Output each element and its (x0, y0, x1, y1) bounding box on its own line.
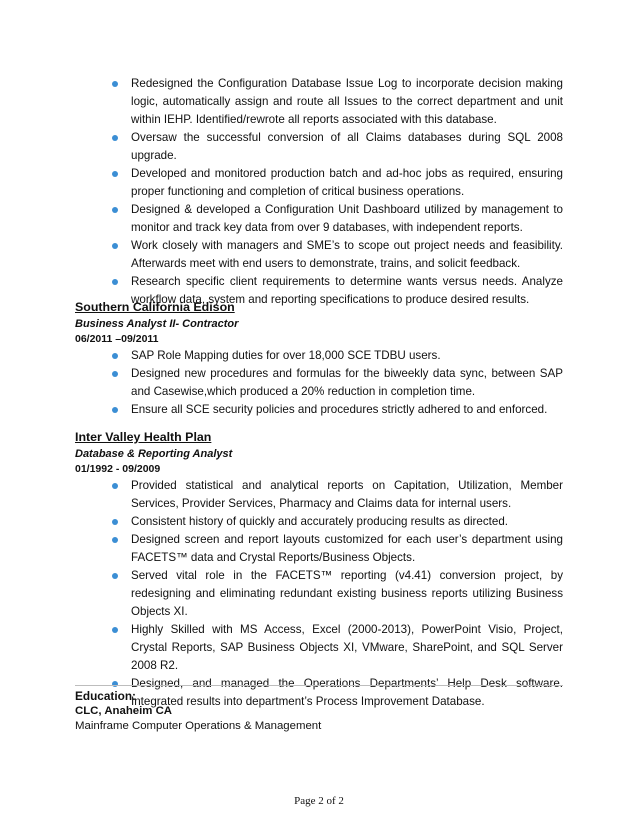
bullet-text: Ensure all SCE security policies and procedures strictly adhered to and enforced. (131, 403, 548, 416)
bullet-dot-icon (112, 519, 118, 525)
bullet-item (111, 201, 563, 237)
bullet-item (111, 513, 563, 531)
bullet-text: Provided statistical and analytical reports on Capitation, Utilization, Member Services, Provider Services, Pharmacy and Claims data for internal users. (131, 479, 563, 510)
bullet-text: Oversaw the successful conversion of all Claims databases during SQL 2008 upgrade. (131, 131, 563, 162)
bullet-dot-icon (112, 135, 118, 141)
bullet-item (111, 621, 563, 675)
bullet-item (111, 129, 563, 165)
education-school: CLC, Anaheim CA (75, 705, 173, 717)
bullet-item (111, 477, 563, 513)
bullet-item (111, 237, 563, 273)
bullet-text: Redesigned the Configuration Database Issue Log to incorporate decision making logic, automatically assign and route all Issues to the correct department and unit within IEHP. Identified/rewrote all reports associated with this database. (131, 77, 563, 126)
company-name-ivhp: Inter Valley Health Plan (75, 430, 212, 444)
bullet-dot-icon (112, 353, 118, 359)
bullet-text: Developed and monitored production batch and ad-hoc jobs as required, ensuring proper functioning and completion of critical business operations. (131, 167, 563, 198)
bullet-item (111, 75, 563, 129)
bullet-item (111, 567, 563, 621)
bullet-dot-icon (112, 371, 118, 377)
bullet-dot-icon (112, 171, 118, 177)
job-dates-ivhp: 01/1992 - 09/2009 (75, 463, 161, 475)
bullet-dot-icon (112, 407, 118, 413)
bullet-dot-icon (112, 207, 118, 213)
bullet-text: Designed new procedures and formulas for the biweekly data sync, between SAP and Casewise,which produced a 20% reduction in completion time. (131, 367, 563, 398)
experience-bullets-sce (111, 347, 563, 419)
bullet-item (111, 531, 563, 567)
bullet-text: SAP Role Mapping duties for over 18,000 SCE TDBU users. (131, 349, 441, 362)
education-program: Mainframe Computer Operations & Management (75, 720, 322, 732)
job-dates-sce: 06/2011 –09/2011 (75, 333, 159, 345)
bullet-dot-icon (112, 627, 118, 633)
section-divider (75, 685, 563, 686)
bullet-item (111, 347, 563, 365)
bullet-dot-icon (112, 279, 118, 285)
bullet-dot-icon (112, 573, 118, 579)
bullet-dot-icon (112, 537, 118, 543)
bullet-text: Served vital role in the FACETS™ reporting (v4.41) conversion project, by redesigning and eliminating redundant existing business reports utilizing Business Objects XI. (131, 569, 563, 618)
job-title-sce: Business Analyst II- Contractor (75, 318, 239, 330)
bullet-item (111, 401, 563, 419)
bullet-text: Designed & developed a Configuration Unit Dashboard utilized by management to monitor and track key data from over 9 databases, with independent reports. (131, 203, 563, 234)
bullet-text: Highly Skilled with MS Access, Excel (2000-2013), PowerPoint Visio, Project, Crystal Reports, SAP Business Objects XI, VMware, SharePoint, and SQL Server 2008 R2. (131, 623, 563, 672)
bullet-item (111, 365, 563, 401)
bullet-text: Designed, and managed the Operations Departments’ Help Desk software. Integrated results into department’s Process Improvement Database. (131, 677, 563, 708)
bullet-dot-icon (112, 483, 118, 489)
bullet-item (111, 675, 563, 711)
company-name-sce: Southern California Edison (75, 300, 235, 314)
bullet-text: Work closely with managers and SME’s to scope out project needs and feasibility. Afterwards meet with end users to demonstrate, trains, and solicit feedback. (131, 239, 563, 270)
page-number: Page 2 of 2 (294, 795, 344, 807)
job-title-ivhp: Database & Reporting Analyst (75, 448, 233, 460)
bullet-text: Designed screen and report layouts customized for each user’s department using FACETS™ data and Crystal Reports/Business Objects. (131, 533, 563, 564)
bullet-dot-icon (112, 243, 118, 249)
bullet-text: Research specific client requirements to determine wants versus needs. Analyze workflow data, system and reporting specifications to produce desired results. (131, 275, 563, 306)
experience-bullets-1 (111, 75, 563, 309)
experience-bullets-ivhp (111, 477, 563, 711)
bullet-text: Consistent history of quickly and accurately producing results as directed. (131, 515, 508, 528)
bullet-dot-icon (112, 81, 118, 87)
bullet-item (111, 165, 563, 201)
education-heading: Education: (75, 689, 136, 703)
bullet-dot-icon (112, 681, 118, 687)
